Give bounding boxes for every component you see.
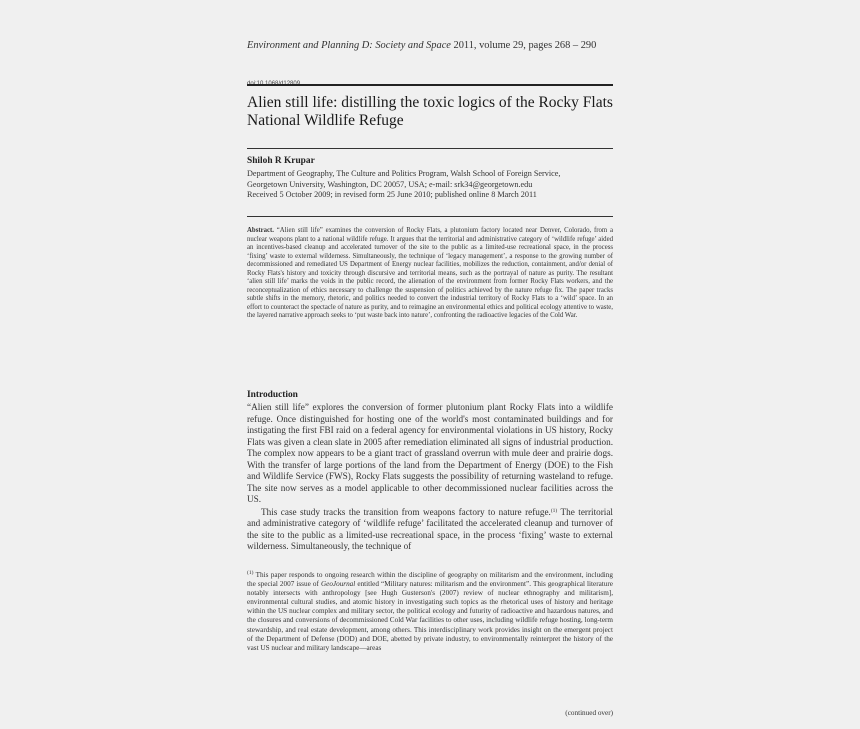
introduction-heading: Introduction bbox=[247, 390, 298, 400]
affiliation-line-2: Georgetown University, Washington, DC 20057, USA; e-mail: srk34@georgetown.edu bbox=[247, 179, 533, 189]
doi: doi:10.1068/d12809 bbox=[247, 81, 301, 87]
author-name: Shiloh R Krupar bbox=[247, 156, 315, 166]
journal-citation bbox=[247, 40, 613, 51]
introduction-body bbox=[247, 402, 613, 553]
continued-over: (continued over) bbox=[565, 709, 613, 717]
footnote-1 bbox=[247, 569, 613, 653]
journal-details: 2011, volume 29, pages 268 – 290 bbox=[450, 40, 597, 51]
footnote-journal-italic: GeoJournal bbox=[320, 580, 356, 589]
author-affiliation bbox=[247, 169, 613, 201]
footnote-text-part-2: entitled “Military natures: militarism and the environment”. This geographical literature notably intersects with anthropology [see Hugh Gusterson's (2007) review of nuclear ethnography and militarism], environmental cultural studies, and atomic history in investigating such topics as the rhetorical uses of history and heritage within the US nuclear complex and military sector, the political ecology and futurity of radioactive and hazardous natures, and the closures and conversions of decommissioned Cold War facilities to other uses, including wildlife refuge hosting, long-term stewardship, and real estate development, among others. This interdisciplinary work provides insight on the emergent project of the Department of Defense (DOD) and DOE, abetted by private industry, to environmentally reinterpret the history of the vast US nuclear and military landscape—areas bbox=[247, 580, 613, 652]
footnote-marker: (1) bbox=[247, 570, 254, 576]
title-rule bbox=[247, 148, 613, 149]
affiliation-line-1: Department of Geography, The Culture and Politics Program, Walsh School of Foreign Service, bbox=[247, 169, 561, 178]
footnote-ref-1[interactable]: (1) bbox=[550, 507, 558, 514]
doi-block bbox=[247, 72, 613, 90]
journal-name: Environment and Planning D: Society and Space bbox=[247, 40, 451, 51]
intro-paragraph-2-rest: The territorial and administrative category of ‘wildlife refuge’ facilitated the accelerated cleanup and turnover of the site to the public as a limited-use recreational space, in the process ‘fixing’ waste to external wilderness. Simultaneously, the technique of bbox=[247, 506, 613, 551]
received-dates: Received 5 October 2009; in revised form 25 June 2010; published online 8 March 2011 bbox=[247, 190, 537, 200]
intro-paragraph-2-start: This case study tracks the transition from weapons factory to nature refuge. bbox=[261, 506, 551, 517]
footnote-text bbox=[247, 569, 613, 653]
abstract-label: Abstract. bbox=[247, 227, 274, 234]
footnote-text-part-1: This paper responds to ongoing research within the discipline of geography on militarism and the environment, including the special 2007 issue of bbox=[247, 571, 613, 589]
intro-paragraph-2 bbox=[247, 506, 613, 553]
header-rule bbox=[247, 84, 613, 86]
article-title: Alien still life: distilling the toxic logics of the Rocky Flats National Wildlife Refuge bbox=[247, 94, 613, 129]
abstract bbox=[247, 227, 613, 321]
abstract-text: “Alien still life” examines the conversion of Rocky Flats, a plutonium factory located near Denver, Colorado, from a nuclear weapons plant to a national wildlife refuge. It argues that the territorial and administrative category of ‘wildlife refuge’ aided an incentives-based cleanup and accelerated turnover of the site to the public as a limited-use recreational space, in the process ‘fixing’ waste to external wilderness. Simultaneously, the technique of ‘legacy management’, a response to the growing number of decommissioned and remediated US Department of Energy nuclear facilities, mobilizes the reduction, containment, and/or denial of Rocky Flats's history and toxicity through discursive and territorial means, such as the portrayal of nature as purity. The resultant ‘alien still life’ marks the voids in the public record, the alienation of the environment from former Rocky Flats workers, and the reconceptualization of ethics necessary to challenge the suspension of politics achieved by the nature refuge fix. The paper tracks subtle shifts in the memory, rhetoric, and politics needed to convert the industrial territory of Rocky Flats to a ‘wild’ space. In an effort to counteract the spectacle of nature as purity, and to reimagine an environmental ethics and political ecology attentive to waste, the layered narrative approach seeks to ‘put waste back into nature’, confronting the radioactive legacies of the Cold War. bbox=[247, 227, 613, 320]
intro-paragraph-1: “Alien still life” explores the conversion of former plutonium plant Rocky Flats into a wildlife refuge. Once distinguished for hosting one of the world's most contaminated buildings and for instigating the first FBI raid on a federal agency for environmental violations in US history, Rocky Flats was given a clean slate in 2005 after remediation eliminated all signs of industrial production. The complex now appears to be a giant tract of grassland overrun with mule deer and prairie dogs. With the transfer of large portions of the land from the Department of Energy (DOE) to the Fish and Wildlife Service (FWS), Rocky Flats suggests the possibility of returning wasteland to refuge. The site now serves as a model applicable to other decommissioned nuclear facilities across the US. bbox=[247, 402, 613, 504]
abstract-rule bbox=[247, 216, 613, 217]
